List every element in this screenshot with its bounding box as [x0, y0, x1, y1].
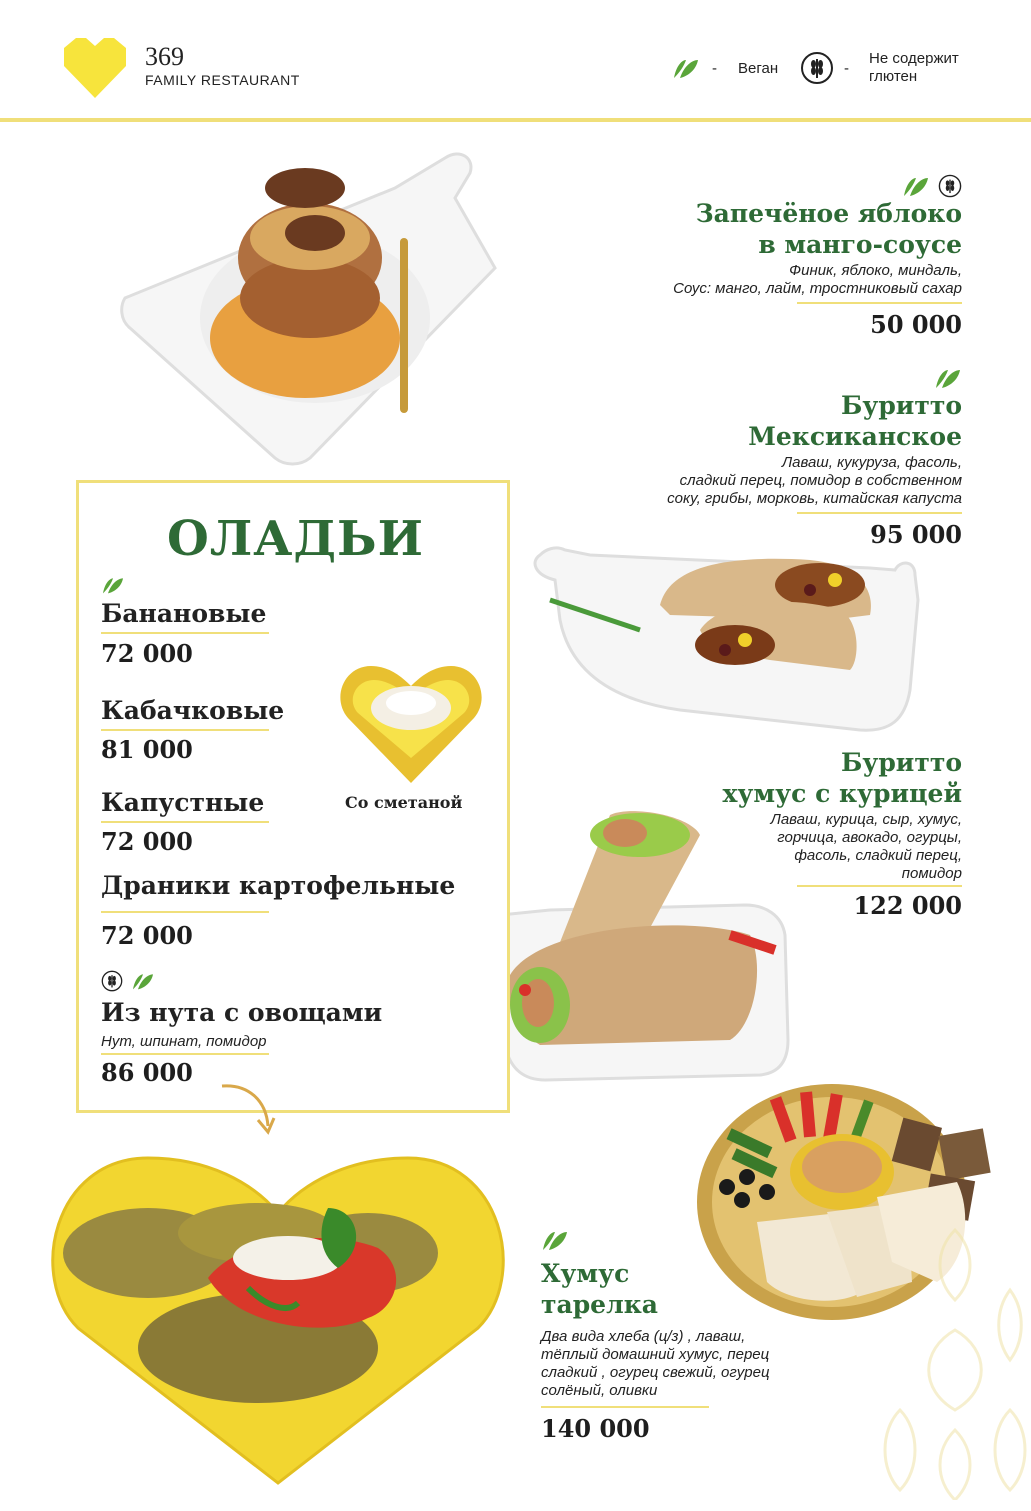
sauce-label: Со сметаной	[345, 793, 463, 812]
leaf-icon	[101, 575, 125, 595]
dish-description: помидор	[901, 865, 962, 882]
pancake-description: Нут, шпинат, помидор	[101, 1033, 267, 1050]
dish-price: 50 000	[870, 310, 962, 339]
legend	[672, 50, 972, 90]
dish-price: 140 000	[541, 1414, 650, 1443]
dish-hummus-plate	[541, 1258, 841, 1443]
dish-title: хумус с курицей	[722, 779, 962, 808]
leaf-icon	[902, 174, 930, 198]
dish-title: Запечёное яблоко	[695, 199, 962, 228]
pancake-divider	[101, 911, 269, 913]
pancake-divider	[101, 632, 269, 634]
leaf-icon	[541, 1228, 569, 1252]
baked-apple-photo	[115, 148, 515, 468]
pancake-name: Кабачковые	[101, 696, 285, 725]
ornament-pattern	[880, 1030, 1030, 1500]
arrow-icon	[218, 1080, 278, 1140]
dish-description: сладкий перец, помидор в собственном	[679, 472, 962, 489]
dish-burrito-mexican	[562, 366, 962, 549]
dish-description: Соус: манго, лайм, тростниковый сахар	[673, 280, 962, 297]
pancake-price: 72 000	[101, 827, 193, 856]
heart-logo-icon	[60, 36, 130, 100]
dish-title: в манго-соусе	[758, 230, 962, 259]
legend-gluten-line1: Не содержит	[869, 50, 959, 67]
dish-description: Лаваш, кукуруза, фасоль,	[781, 454, 962, 471]
pancakes-panel	[76, 480, 510, 1113]
dish-title: Хумус	[541, 1259, 630, 1288]
leaf-icon	[934, 366, 962, 390]
pancake-name: Из нута с овощами	[101, 998, 383, 1027]
dish-description: Финик, яблоко, миндаль,	[789, 262, 962, 279]
dish-baked-apple	[582, 174, 962, 339]
pancake-price: 86 000	[101, 1058, 193, 1087]
dish-icons	[582, 174, 962, 198]
leaf-icon	[672, 56, 700, 80]
pancake-name: Банановые	[101, 599, 267, 628]
panel-title: ОЛАДЬИ	[167, 511, 424, 567]
legend-dash: -	[844, 60, 849, 77]
pancakes-photo	[38, 1138, 518, 1488]
dish-title: тарелка	[541, 1290, 658, 1319]
dish-title: Мексиканское	[748, 422, 962, 451]
dish-description: солёный, оливки	[541, 1382, 658, 1399]
legend-vegan-label: Веган	[738, 60, 779, 77]
pancake-price: 72 000	[101, 921, 193, 950]
sour-cream-photo	[336, 658, 486, 788]
pancake-name: Драники картофельные	[101, 871, 456, 900]
dish-price: 122 000	[853, 891, 962, 920]
gluten-free-icon	[101, 970, 123, 992]
gluten-free-icon	[938, 174, 962, 198]
dish-description: фасоль, сладкий перец,	[794, 847, 962, 864]
dish-description: сладкий , огурец свежий, огурец	[541, 1364, 770, 1381]
dish-divider	[541, 1406, 709, 1408]
logo-number: 369	[145, 42, 184, 71]
pancake-price: 81 000	[101, 735, 193, 764]
dish-description: Два вида хлеба (ц/з) , лаваш,	[541, 1328, 746, 1345]
dish-price: 95 000	[870, 520, 962, 549]
dish-title: Буритто	[840, 391, 962, 420]
legend-gluten-line2: глютен	[869, 68, 918, 85]
logo-subtitle: FAMILY RESTAURANT	[145, 72, 300, 88]
burrito-mexican-photo	[530, 540, 930, 740]
pancake-name: Капустные	[101, 788, 265, 817]
dish-description: Лаваш, курица, сыр, хумус,	[770, 811, 962, 828]
dish-title: Буритто	[840, 748, 962, 777]
dish-description: тёплый домашний хумус, перец	[541, 1346, 770, 1363]
leaf-icon	[131, 971, 155, 991]
dish-divider	[797, 512, 962, 514]
pancake-price: 72 000	[101, 639, 193, 668]
pancake-divider	[101, 729, 269, 731]
header	[0, 0, 1031, 122]
dish-description: соку, грибы, морковь, китайская капуста	[667, 490, 962, 507]
dish-divider	[797, 885, 962, 887]
pancake-divider	[101, 1053, 269, 1055]
dish-icons	[562, 366, 962, 390]
legend-dash: -	[712, 60, 717, 77]
legend-gluten-label	[869, 50, 959, 86]
dish-description: горчица, авокадо, огурцы,	[777, 829, 962, 846]
dish-divider	[797, 302, 962, 304]
pancake-divider	[101, 821, 269, 823]
gluten-free-icon	[800, 51, 834, 85]
header-divider	[0, 118, 1031, 122]
